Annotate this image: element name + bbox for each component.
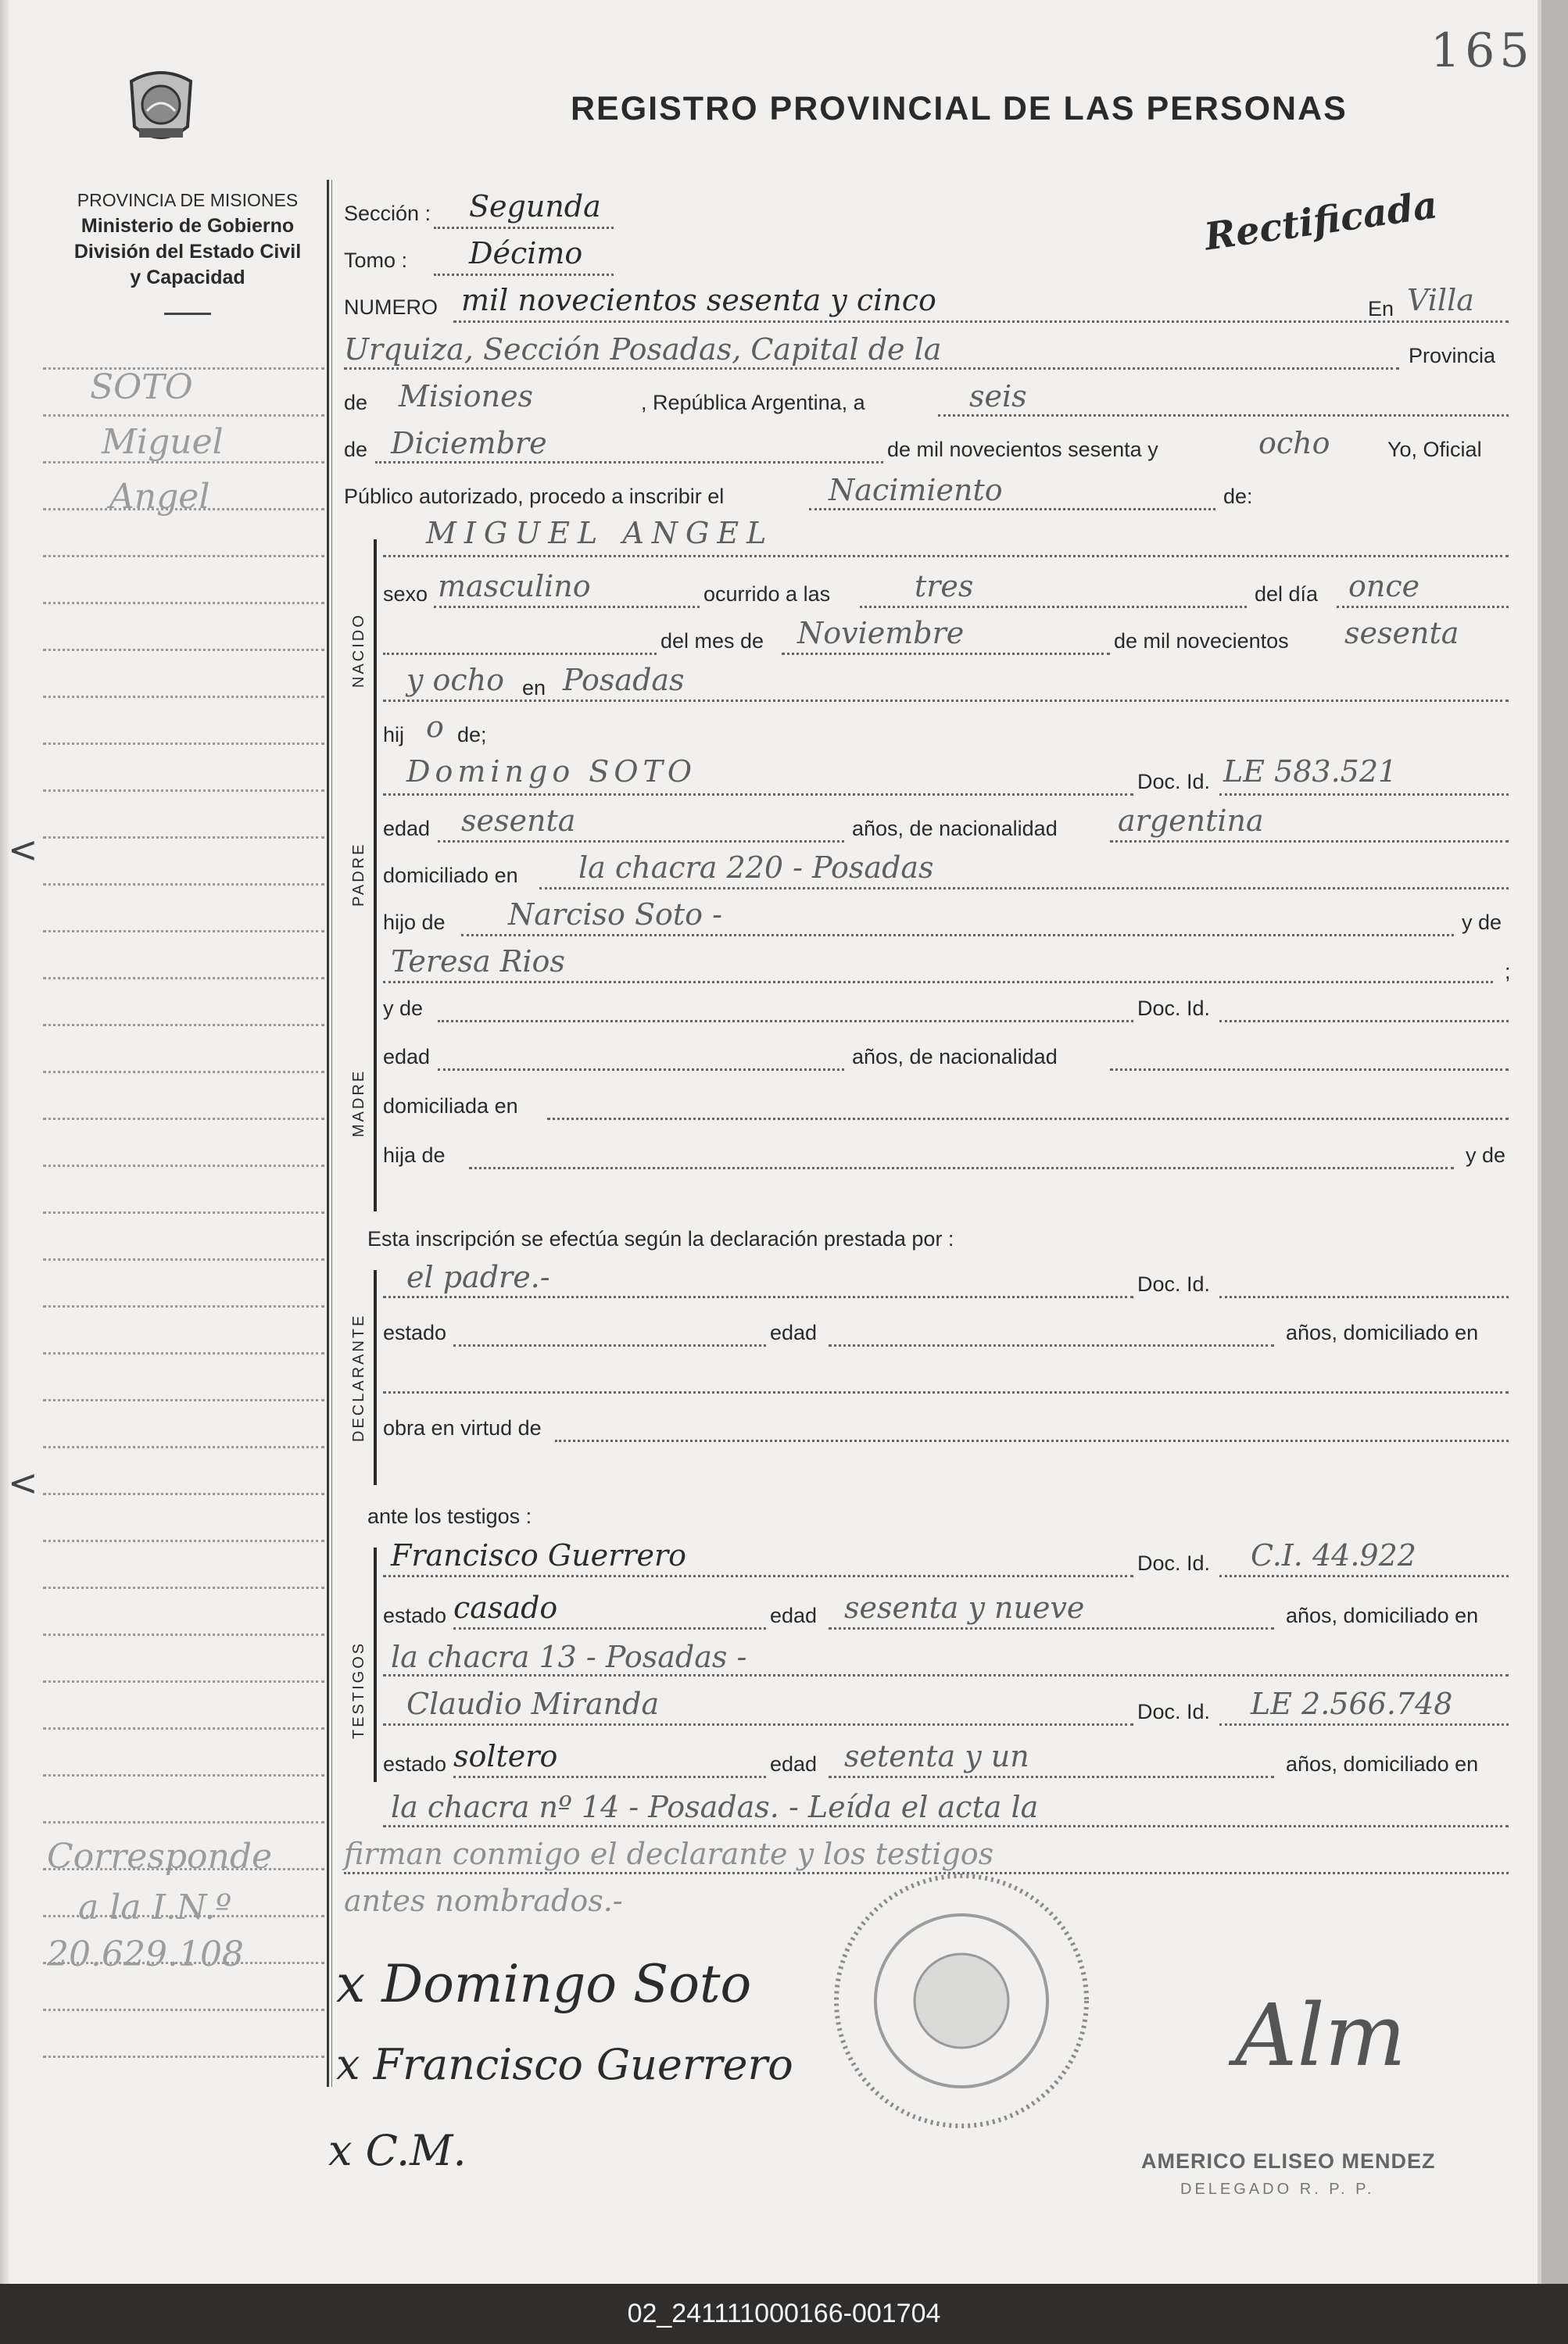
fill-line [1219,1296,1509,1299]
value-doc-witness2: LE 2.566.748 [1251,1687,1453,1721]
fill-line [469,1167,1454,1170]
value-doc-witness1: C.I. 44.922 [1251,1538,1416,1573]
margin-ruled-line [43,2056,324,2059]
label-en: En [1368,297,1394,320]
official-title: DELEGADO R. P. P. [1180,2181,1375,2198]
margin-ruled-line [43,743,324,746]
value-dom-witness2: la chacra nº 14 - Posadas. - Leída el acta la [391,1790,1039,1824]
value-hijo-father: Narciso Soto - [508,897,722,932]
margin-ruled-line [43,1352,324,1355]
fill-line [829,1776,1274,1779]
value-estado-witness2: soltero [453,1739,558,1773]
margin-ruled-line [43,696,324,699]
fill-line [434,274,614,277]
margin-name-first: Miguel [102,422,224,462]
issuer-division: División del Estado Civil [73,241,302,263]
fill-line [383,700,1509,703]
value-mes: Noviembre [797,616,965,650]
label-del-dia: del día [1255,582,1319,606]
page-fold-shadow [0,0,9,2284]
label-doc-mother: Doc. Id. [1137,997,1211,1020]
label-ocurrido: ocurrido a las [703,582,831,606]
label-edad-declarante: edad [770,1321,818,1344]
fill-line [1219,1575,1509,1578]
value-year: ocho [1258,426,1330,460]
value-dom-father: la chacra 220 - Posadas [578,850,934,885]
label-publico: Público autorizado, procedo a inscribir el [344,485,725,508]
punctuation-semicolon: ; [1505,960,1511,983]
fill-line [383,653,657,656]
label-hij: hij [383,723,405,746]
value-dom-witness1: la chacra 13 - Posadas - [391,1640,747,1674]
value-hij: o [426,710,444,744]
label-doc-father: Doc. Id. [1137,770,1211,793]
page-number: 165 [1430,23,1534,78]
fill-line [453,1344,766,1347]
binder-clip-mark: < [8,828,38,871]
value-hora: tres [915,569,974,603]
signature-declarante: x Domingo Soto [336,1954,752,2014]
section-bar-declarante [374,1270,377,1485]
section-label-padre: PADRE [350,842,367,907]
value-doc-father: LE 583.521 [1223,754,1398,789]
label-en-lugar: en [522,676,546,700]
fill-line [547,1118,1509,1121]
label-estado-witness2: estado [383,1752,447,1776]
fill-line [555,1440,1509,1443]
label-estado-declarante: estado [383,1321,447,1344]
margin-name-second: Angel [109,477,210,517]
value-declarante: el padre.- [406,1260,550,1294]
value-tomo: Décimo [469,236,583,270]
declarante-intro: Esta inscripción se efectúa según la declaración prestada por : [367,1227,954,1251]
label-numero: NUMERO [344,295,438,319]
value-father-name: Domingo SOTO [406,754,696,789]
label-seccion: Sección : [344,202,431,225]
official-name: AMERICO ELISEO MENDEZ [1141,2149,1436,2173]
label-edad-witness1: edad [770,1604,818,1627]
value-nac-father: argentina [1118,803,1264,838]
value-mother-of-father: Teresa Rios [391,944,565,979]
label-de-semicolon: de; [457,723,487,746]
fill-line [383,1723,1133,1727]
label-mes: del mes de [660,629,764,653]
fill-line [539,887,1509,890]
margin-ruled-line [43,836,324,839]
fill-line [438,1068,844,1072]
label-y-de-father: y de [1462,911,1502,934]
fill-line [860,606,1247,609]
section-bar-padre [374,770,377,997]
margin-ruled-line [43,1165,324,1168]
margin-ruled-line [43,2009,324,2012]
fill-line [383,555,1509,558]
label-de-3: de: [1223,485,1253,508]
margin-ruled-line [43,1727,324,1730]
value-edad-father: sesenta [461,803,576,838]
section-bar-madre [374,997,377,1211]
label-edad-father: edad [383,817,431,840]
label-de: de [344,391,368,414]
fill-line [1337,606,1509,609]
label-republica: , República Argentina, a [641,391,865,414]
label-y-de-mother: y de [383,997,424,1020]
label-y-de-mother-2: y de [1466,1143,1506,1167]
fill-line [782,653,1110,656]
fill-line [461,934,1454,937]
section-bar-nacido [374,539,377,774]
page-edge [1541,0,1568,2284]
margin-name-surname: SOTO [90,367,193,407]
label-anos-declarante: años, domiciliado en [1286,1321,1479,1344]
label-tomo: Tomo : [344,249,408,272]
margin-ruled-line [43,1399,324,1402]
margin-note-2: a la I.N.º [78,1888,232,1927]
value-witness1-name: Francisco Guerrero [391,1538,687,1573]
label-dom-mother: domiciliada en [383,1094,518,1118]
value-witness2-name: Claudio Miranda [406,1687,660,1721]
margin-ruled-line [43,1446,324,1449]
margin-ruled-line [43,649,324,652]
fill-line [1219,1020,1509,1023]
value-act: Nacimiento [829,473,1003,507]
label-estado-witness1: estado [383,1604,447,1627]
margin-divider-fine [331,180,332,2087]
value-province: Misiones [399,379,534,413]
closing-line-2: antes nombrados.- [344,1884,623,1918]
label-doc-witness2: Doc. Id. [1137,1700,1211,1723]
label-edad-witness2: edad [770,1752,818,1776]
issuer-divider [164,313,211,315]
value-sexo: masculino [438,569,591,603]
issuer-province: PROVINCIA DE MISIONES [77,190,299,210]
label-anos-witness2: años, domiciliado en [1286,1752,1479,1776]
section-label-madre: MADRE [350,1068,367,1137]
value-edad-witness1: sesenta y nueve [844,1591,1085,1625]
value-numero: mil novecientos sesenta y cinco [461,283,936,317]
fill-line [434,606,700,609]
fill-line [438,840,844,843]
margin-ruled-line [43,1634,324,1637]
value-day: seis [969,379,1027,413]
margin-ruled-line [43,883,324,886]
document-title: REGISTRO PROVINCIAL DE LAS PERSONAS [571,90,1348,127]
official-stamp-icon [829,1868,1094,2134]
provincial-seal-icon [125,64,197,149]
value-anio: sesenta [1344,616,1459,650]
value-place-line: Urquiza, Sección Posadas, Capital de la [344,332,942,367]
margin-ruled-line [43,1211,324,1215]
value-en: Villa [1407,283,1474,317]
fill-line [434,227,614,230]
label-edad-mother: edad [383,1045,431,1068]
margin-ruled-line [43,1680,324,1684]
fill-line [453,1627,766,1630]
fill-line [1219,1723,1509,1727]
label-mil: de mil novecientos [1114,629,1289,653]
margin-ruled-line [43,1540,324,1543]
value-child-name: MIGUEL ANGEL [426,516,775,550]
fill-line [344,367,1399,370]
margin-ruled-line [43,414,324,417]
label-de-2: de [344,438,368,461]
label-anos-witness1: años, domiciliado en [1286,1604,1479,1627]
label-doc-witness1: Doc. Id. [1137,1551,1211,1575]
value-dia: once [1348,569,1420,603]
label-dom-father: domiciliado en [383,864,518,887]
fill-line [829,1627,1274,1630]
margin-note-3: 20.629.108 [47,1934,244,1974]
fill-line [438,1020,1133,1023]
margin-ruled-line [43,1258,324,1261]
fill-line [383,1674,1509,1677]
label-oficial: Yo, Oficial [1387,438,1482,461]
margin-ruled-line [43,789,324,793]
issuer-ministry: Ministerio de Gobierno [81,215,295,237]
annotation-rectificada: Rectificada [1201,183,1441,259]
label-obra: obra en virtud de [383,1416,542,1440]
fill-line [383,1296,1133,1299]
fill-line [453,320,1509,324]
margin-ruled-line [43,930,324,933]
value-seccion: Segunda [469,189,601,224]
fill-line [383,1825,1509,1828]
fill-line [375,461,883,464]
fill-line [1110,840,1509,843]
label-hija-mother: hija de [383,1143,446,1167]
margin-ruled-line [43,977,324,980]
signature-witness1: x Francisco Guerrero [336,2040,793,2089]
label-nac-mother: años, de nacionalidad [852,1045,1058,1068]
margin-ruled-line [43,1587,324,1590]
fill-line [383,1575,1133,1578]
signature-witness2: x C.M. [328,2126,467,2175]
margin-ruled-line [43,1071,324,1074]
value-anio-2: y ocho [406,663,505,697]
label-hijo-father: hijo de [383,911,446,934]
testigos-intro: ante los testigos : [367,1505,532,1528]
label-nac-father: años, de nacionalidad [852,817,1058,840]
margin-ruled-line [43,1118,324,1121]
margin-divider [327,180,329,2087]
label-year: de mil novecientos sesenta y [887,438,1158,461]
fill-line [809,508,1215,511]
margin-ruled-line [43,1821,324,1824]
section-label-testigos: TESTIGOS [350,1641,367,1739]
value-edad-witness2: setenta y un [844,1739,1029,1773]
margin-ruled-line [43,1774,324,1777]
signature-official: Alm [1235,1985,1406,2085]
margin-ruled-line [43,602,324,605]
fill-line [453,1776,766,1779]
fill-line [1219,793,1509,796]
value-month: Diciembre [391,426,547,460]
closing-line-1: firman conmigo el declarante y los testigos [344,1837,994,1871]
label-sexo: sexo [383,582,428,606]
margin-ruled-line [43,1305,324,1308]
margin-ruled-line [43,1024,324,1027]
fill-line [383,793,1133,796]
fill-line [383,981,1493,984]
file-caption: 02_241111000166-001704 [0,2284,1568,2344]
fill-line [1110,1068,1509,1072]
fill-line [383,1391,1509,1394]
margin-ruled-line [43,1493,324,1496]
margin-note-1: Corresponde [47,1837,273,1877]
issuer-division-2: y Capacidad [130,267,245,288]
margin-ruled-line [43,555,324,558]
label-doc-declarante: Doc. Id. [1137,1272,1211,1296]
binder-clip-mark: < [8,1462,38,1504]
value-estado-witness1: casado [453,1591,558,1625]
fill-line [829,1344,1274,1347]
fill-line [938,414,1509,417]
section-bar-testigos [374,1548,377,1782]
section-label-declarante: DECLARANTE [350,1313,367,1442]
section-label-nacido: NACIDO [350,613,367,688]
label-provincia: Provincia [1409,344,1496,367]
issuer-block [47,188,328,291]
value-lugar: Posadas [563,663,685,697]
